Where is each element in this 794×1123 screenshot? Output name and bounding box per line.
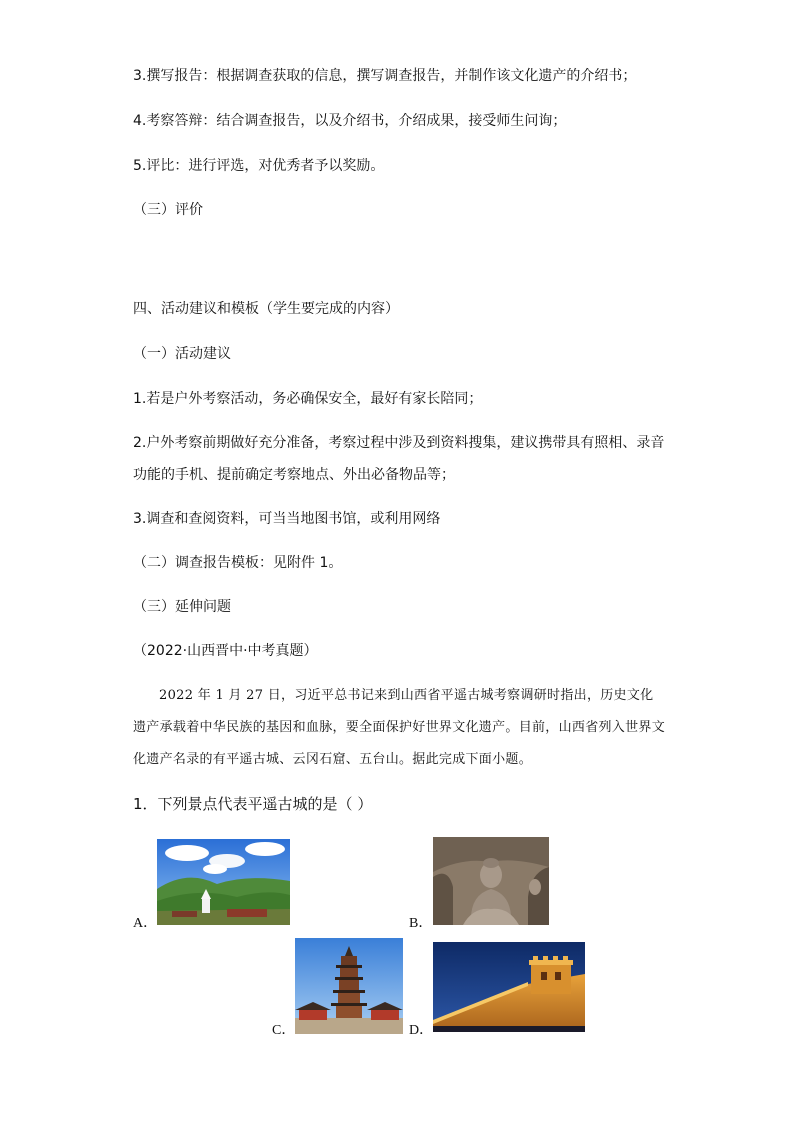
option-a-label[interactable]: A． <box>133 916 158 931</box>
wutai-mountain-photo[interactable] <box>157 839 290 925</box>
step-5-evaluation: 5.评比：进行评选，对优秀者予以奖励。 <box>133 158 385 174</box>
passage-paragraph: 2022 年 1 月 27 日，习近平总书记来到山西省平遥古城考察调研时指出，历史文化遗产承载着中华民族的基因和血脉，要全面保护好世界文化遗产。目前，山西省列入世界文化遗产名录的有平遥古城、云冈石窟、五台山。据此完成下面小题。 <box>133 688 666 767</box>
subsection-template-heading: （二）调查报告模板：见附件 1。 <box>133 555 343 571</box>
suggestion-1: 1.若是户外考察活动，务必确保安全，最好有家长陪同； <box>133 391 483 407</box>
yungang-grottoes-buddha-photo[interactable] <box>433 837 549 925</box>
section-evaluation-heading: （三）评价 <box>133 202 203 218</box>
pingyao-city-wall-night-photo[interactable] <box>433 942 585 1032</box>
subsection-extension-heading: （三）延伸问题 <box>133 599 231 615</box>
section-four-heading: 四、活动建议和模板（学生要完成的内容） <box>133 301 399 317</box>
exam-source: （2022·山西晋中·中考真题） <box>133 643 318 659</box>
step-4-defense: 4.考察答辩：结合调查报告，以及介绍书，介绍成果，接受师生问询； <box>133 113 567 129</box>
option-b-label[interactable]: B． <box>409 916 433 931</box>
subsection-suggestions-heading: （一）活动建议 <box>133 346 231 362</box>
suggestion-3: 3.调查和查阅资料，可当当地图书馆，或利用网络 <box>133 511 441 527</box>
question-1: 1．下列景点代表平遥古城的是（ ） <box>133 795 373 813</box>
step-3-report: 3.撰写报告：根据调查获取的信息，撰写调查报告，并制作该文化遗产的介绍书； <box>133 68 637 84</box>
suggestion-2-line-2: 功能的手机、提前确定考察地点、外出必备物品等； <box>133 467 455 483</box>
option-d-label[interactable]: D． <box>409 1023 434 1038</box>
wooden-pagoda-photo[interactable] <box>295 938 403 1034</box>
option-c-label[interactable]: C． <box>272 1023 296 1038</box>
suggestion-2-line-1: 2.户外考察前期做好充分准备，考察过程中涉及到资料搜集，建议携带具有照相、录音 <box>133 435 665 451</box>
